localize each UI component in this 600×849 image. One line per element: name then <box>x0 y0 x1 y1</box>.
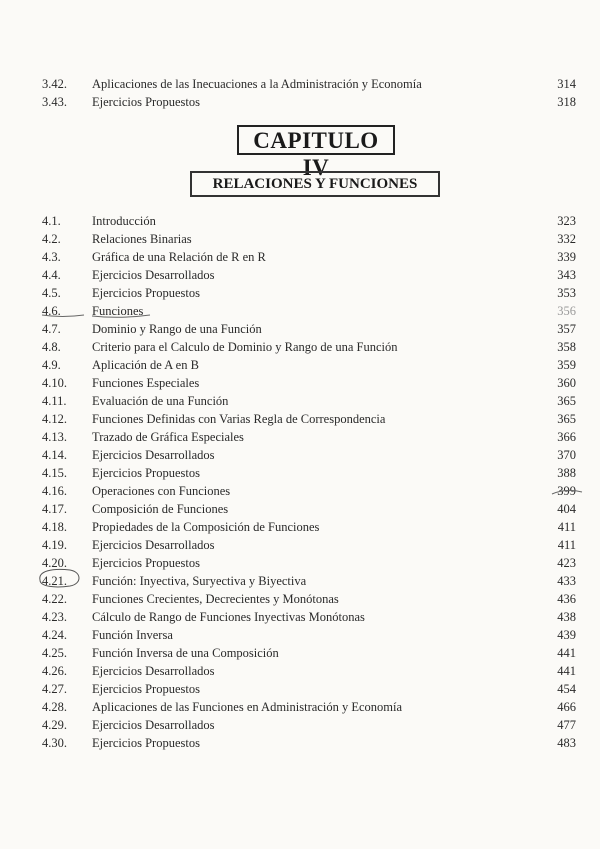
entry-number: 4.23. <box>42 610 67 624</box>
entry-number: 4.6. <box>42 304 61 318</box>
entry-page: 365 <box>557 412 576 426</box>
entry-title: Relaciones Binarias <box>92 232 192 246</box>
entry-title: Ejercicios Desarrollados <box>92 268 215 282</box>
entry-title: Aplicación de A en B <box>92 358 199 372</box>
entry-title: Ejercicios Desarrollados <box>92 718 215 732</box>
entry-number: 3.42. <box>42 77 67 91</box>
entry-title: Aplicaciones de las Inecuaciones a la Administración y Economía <box>92 77 422 91</box>
entry-title: Función Inversa de una Composición <box>92 646 279 660</box>
entry-number: 4.11. <box>42 394 67 408</box>
entry-page: 366 <box>557 430 576 444</box>
entry-title: Cálculo de Rango de Funciones Inyectivas Monótonas <box>92 610 365 624</box>
entry-page: 360 <box>557 376 576 390</box>
entry-number: 4.20. <box>42 556 67 570</box>
entry-number: 4.7. <box>42 322 61 336</box>
entry-title: Ejercicios Desarrollados <box>92 538 215 552</box>
entry-title: Operaciones con Funciones <box>92 484 231 498</box>
entry-page: 358 <box>557 340 576 354</box>
entry-title: Ejercicios Desarrollados <box>92 448 215 462</box>
entry-page: 323 <box>557 214 576 228</box>
entry-number: 4.9. <box>42 358 61 372</box>
entry-title: Ejercicios Propuestos <box>92 682 200 696</box>
entry-page: 359 <box>557 358 576 372</box>
entry-title: Dominio y Rango de una Función <box>92 322 262 336</box>
entry-title: Función: Inyectiva, Suryectiva y Biyectiva <box>92 574 307 588</box>
entry-title: Función Inversa <box>92 628 173 642</box>
entry-page: 439 <box>557 628 576 642</box>
entry-number: 4.27. <box>42 682 67 696</box>
entry-page: 356 <box>557 304 576 318</box>
entry-page: 441 <box>557 646 576 660</box>
entry-number: 4.3. <box>42 250 61 264</box>
entry-number: 4.10. <box>42 376 67 390</box>
entry-number: 4.13. <box>42 430 67 444</box>
entry-page: 318 <box>557 95 576 109</box>
entry-title: Ejercicios Propuestos <box>92 95 200 109</box>
entry-title: Funciones Definidas con Varias Regla de Correspondencia <box>92 412 386 426</box>
entry-page: 399 <box>557 484 576 498</box>
entry-title: Funciones Crecientes, Decrecientes y Monótonas <box>92 592 339 606</box>
entry-page: 423 <box>557 556 576 570</box>
entry-page: 454 <box>557 682 576 696</box>
entry-number: 4.29. <box>42 718 67 732</box>
entry-number: 4.2. <box>42 232 61 246</box>
entry-title: Aplicaciones de las Funciones en Administración y Economía <box>92 700 402 714</box>
entry-page: 411 <box>557 520 576 534</box>
entry-number: 4.1. <box>42 214 61 228</box>
entry-page: 332 <box>557 232 576 246</box>
chapter-title: CAPITULO IV <box>237 125 395 155</box>
entry-page: 477 <box>557 718 576 732</box>
entry-title: Ejercicios Desarrollados <box>92 664 215 678</box>
entry-number: 4.21. <box>42 574 67 588</box>
chapter-subtitle: RELACIONES Y FUNCIONES <box>190 171 440 197</box>
entry-title: Criterio para el Calculo de Dominio y Rango de una Función <box>92 340 398 354</box>
entry-page: 353 <box>557 286 576 300</box>
entry-page: 365 <box>557 394 576 408</box>
entry-page: 441 <box>557 664 576 678</box>
entry-number: 4.4. <box>42 268 61 282</box>
entry-number: 4.25. <box>42 646 67 660</box>
entry-number: 4.19. <box>42 538 67 552</box>
entry-page: 339 <box>557 250 576 264</box>
entry-page: 357 <box>557 322 576 336</box>
entry-page: 438 <box>557 610 576 624</box>
entry-number: 4.24. <box>42 628 67 642</box>
entry-number: 4.28. <box>42 700 67 714</box>
underline-mark <box>92 315 150 317</box>
entry-page: 483 <box>557 736 576 750</box>
entry-number: 4.15. <box>42 466 67 480</box>
entry-title: Funciones <box>92 304 144 318</box>
entry-page: 404 <box>557 502 576 516</box>
entry-title: Propiedades de la Composición de Funciones <box>92 520 320 534</box>
entry-title: Introducción <box>92 214 156 228</box>
entry-title: Funciones Especiales <box>92 376 200 390</box>
entry-number: 4.14. <box>42 448 67 462</box>
entry-title: Ejercicios Propuestos <box>92 556 200 570</box>
entry-title: Gráfica de una Relación de R en R <box>92 250 266 264</box>
entry-number: 3.43. <box>42 95 67 109</box>
circle-mark <box>40 569 79 587</box>
entry-number: 4.22. <box>42 592 67 606</box>
entry-page: 370 <box>557 448 576 462</box>
entry-page: 436 <box>557 592 576 606</box>
entry-page: 411 <box>557 538 576 552</box>
entry-number: 4.8. <box>42 340 61 354</box>
entry-number: 4.17. <box>42 502 67 516</box>
entry-page: 433 <box>557 574 576 588</box>
entry-page: 343 <box>557 268 576 282</box>
entry-title: Ejercicios Propuestos <box>92 466 200 480</box>
entry-page: 314 <box>557 77 576 91</box>
entry-title: Evaluación de una Función <box>92 394 229 408</box>
entry-page: 466 <box>557 700 576 714</box>
entry-number: 4.30. <box>42 736 67 750</box>
entry-number: 4.18. <box>42 520 67 534</box>
underline-mark <box>42 315 84 317</box>
entry-number: 4.12. <box>42 412 67 426</box>
entry-page: 388 <box>557 466 576 480</box>
entry-title: Ejercicios Propuestos <box>92 736 200 750</box>
entry-number: 4.16. <box>42 484 67 498</box>
check-mark <box>552 490 582 494</box>
entry-title: Composición de Funciones <box>92 502 229 516</box>
entry-number: 4.5. <box>42 286 61 300</box>
entry-title: Ejercicios Propuestos <box>92 286 200 300</box>
entry-number: 4.26. <box>42 664 67 678</box>
entry-title: Trazado de Gráfica Especiales <box>92 430 244 444</box>
